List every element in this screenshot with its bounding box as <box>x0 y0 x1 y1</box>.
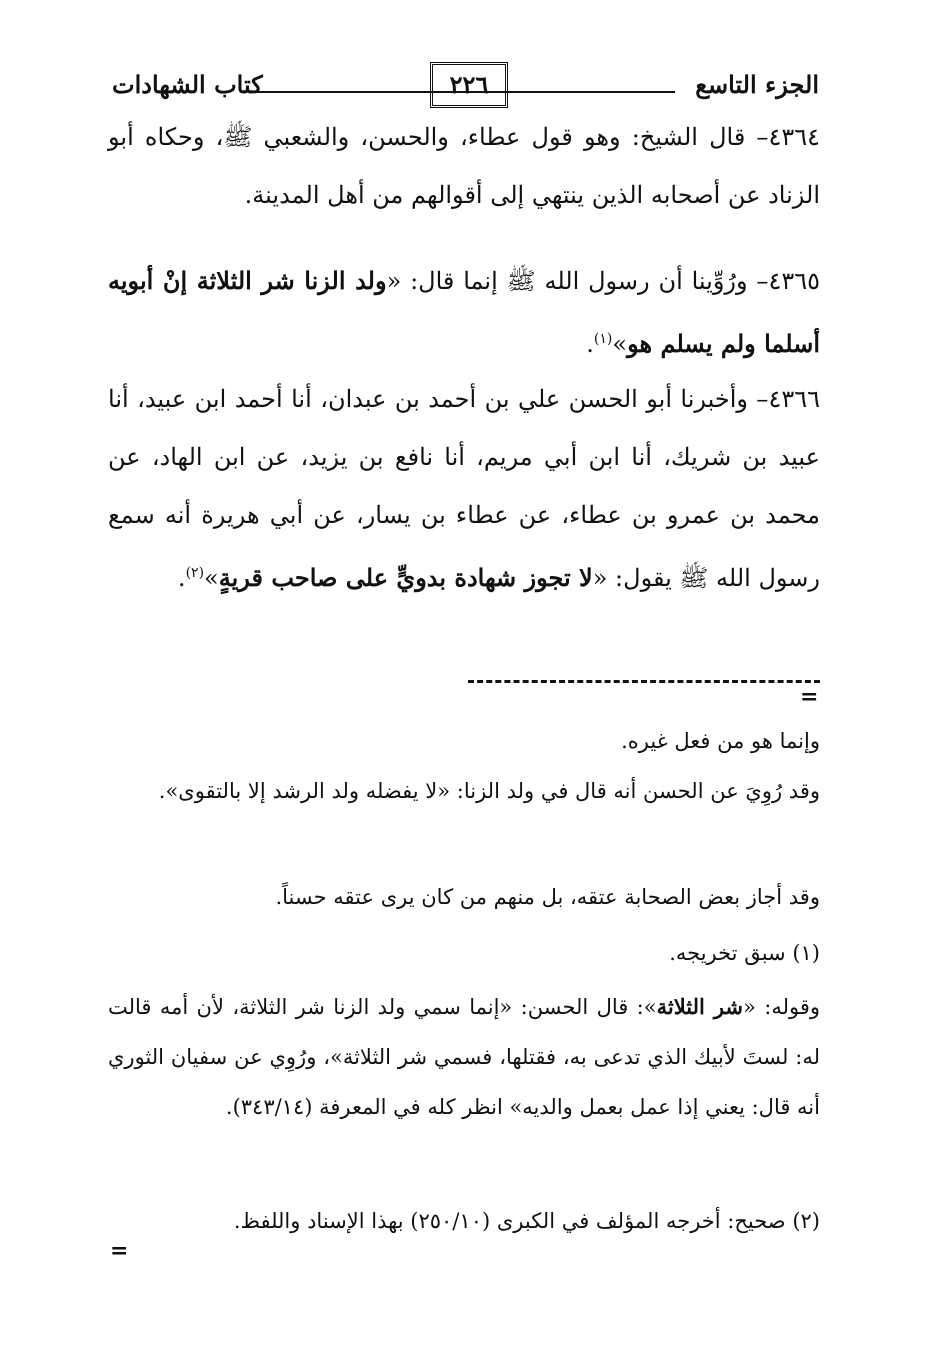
commentary-term: شر الثلاثة <box>656 994 744 1019</box>
footnote-continuation-1: وإنما هو من فعل غيره. <box>621 729 820 753</box>
hadith-quote-4365: ولد الزنا شر الثلاثة إنْ أبويه أسلما ولم يسلم هو <box>108 266 820 358</box>
quote-close: » <box>204 564 219 592</box>
footnote-continuation-2: وقد رُوِيَ عن الحسن أنه قال في ولد الزنا: «لا يفضله ولد الرشد إلا بالتقوى». <box>158 779 820 803</box>
page-continuation-mark: = <box>110 1238 129 1264</box>
paragraph-4365-lead: ٤٣٦٥– ورُوِّينا أن رسول الله ﷺ إنما قال: « <box>386 267 820 295</box>
commentary-lead: وقوله: « <box>743 995 820 1019</box>
footnote-2: (٢) صحيح: أخرجه المؤلف في الكبرى (٢٥٠/١٠) بهذا الإسناد واللفظ. <box>233 1209 820 1233</box>
footnote-separator <box>468 680 820 683</box>
footnote-ref-2: (٢) <box>185 565 205 581</box>
quote-close: » <box>612 330 628 358</box>
paragraph-end: . <box>586 330 594 358</box>
commentary-body: »: قال الحسن: «إنما سمي ولد الزنا شر الثلاثة، لأن أمه قالت له: لستَ لأبيك الذي تدعى به، فقتلها، فسمي شر الثلاثة»، ورُوِي عن سفيان الثوري أنه قال: يعني إذا عمل بعمل والديه» انظر كله في المعرفة (٣٤٣/١٤). <box>108 995 820 1119</box>
paragraph-4366-lead: ٤٣٦٦– وأخبرنا أبو الحسن علي بن أحمد بن عبدان، أنا أحمد ابن عبيد، أنا عبيد بن شريك، أنا ابن أبي مريم، أنا نافع بن يزيد، عن ابن الهاد، عن محمد بن عمرو بن عطاء، عن عطاء بن يسار، عن أبي هريرة أنه سمع رسول الله ﷺ يقول: « <box>108 385 820 592</box>
header-rule-right <box>485 91 675 93</box>
footnote-1: (١) سبق تخريجه. <box>669 941 820 965</box>
footnote-ref-1: (١) <box>593 331 613 347</box>
page-header <box>100 62 825 114</box>
paragraph-end: . <box>177 564 186 592</box>
volume-title: الجزء التاسع <box>695 70 819 99</box>
continuation-mark: = <box>800 684 819 710</box>
header-rule-left <box>250 91 510 93</box>
page-number: ٢٢٦ <box>430 62 508 108</box>
paragraph-4364: ٤٣٦٤– قال الشيخ: وهو قول عطاء، والحسن، والشعبي ﷺ، وحكاه أبو الزناد عن أصحابه الذين ينتهي إلى أقوالهم من أهل المدينة. <box>108 123 820 209</box>
book-title: كتاب الشهادات <box>112 70 263 99</box>
paragraph-4366 <box>108 370 820 607</box>
paragraph-4365 <box>108 252 820 373</box>
hadith-quote-4366: لا تجوز شهادة بدويٍّ على صاحب قريةٍ <box>218 563 593 592</box>
footnote-continuation-3: وقد أجاز بعض الصحابة عتقه، بل منهم من كان يرى عتقه حسناً. <box>275 885 820 909</box>
footnote-1-commentary <box>108 982 820 1132</box>
